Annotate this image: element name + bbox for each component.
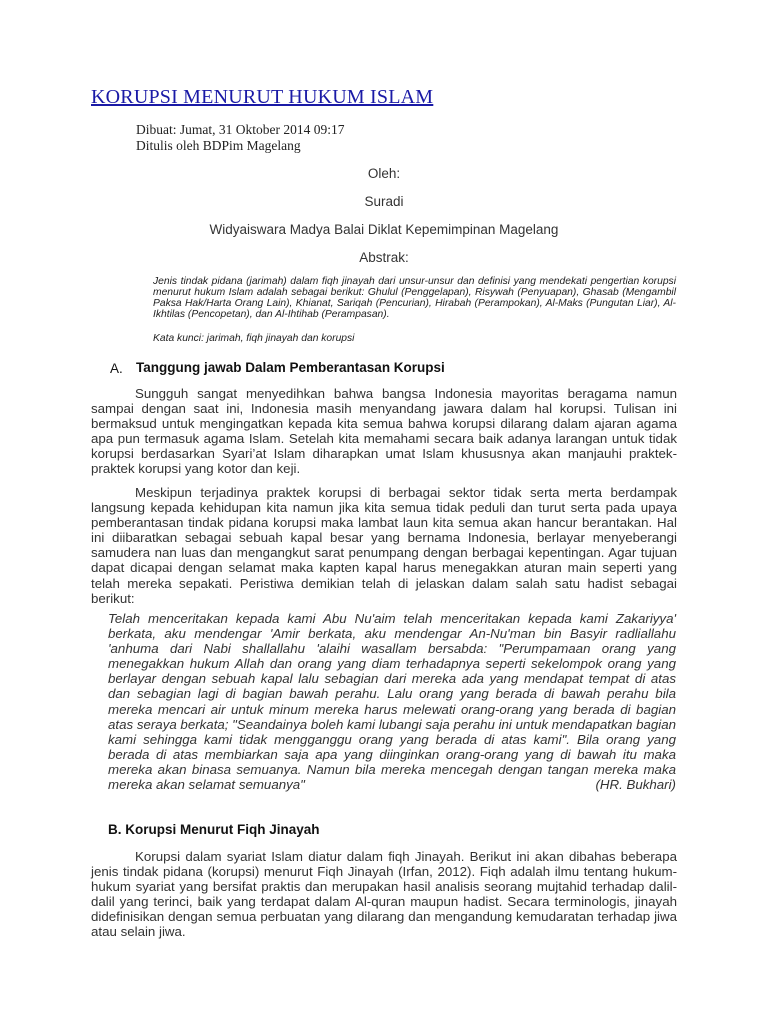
section-a-marker: A. (110, 361, 123, 376)
author-name: Suradi (364, 194, 404, 209)
section-a-paragraph-1: Sungguh sangat menyedihkan bahwa bangsa Indonesia mayoritas beragama namun sampai dengan saat ini, Indonesia masih menyandang jawara dalam hal korupsi. Tulisan ini bermaksud untuk mengingatkan kepada kita semua bahwa korupsi dilarang dalam ajaran agama apa pun termasuk agama Islam. Setelah kita memahami secara baik adanya larangan untuk tidak korupsi berdasarkan Syari’at Islam diharapkan umat Islam khususnya akan manjauhi praktek-praktek korupsi yang kotor dan keji. (91, 386, 677, 477)
section-b-heading: B. Korupsi Menurut Fiqh Jinayah (108, 822, 320, 837)
section-b-paragraph-1: Korupsi dalam syariat Islam diatur dalam fiqh Jinayah. Berikut ini akan dibahas beberapa jenis tindak pidana (korupsi) menurut Fiqh Jinayah (Irfan, 2012). Fiqh adalah ilmu tentang hukum-hukum syariat yang bersifat praktis dan merupakan hasil analisis seorang mujtahid terhadap dalil-dalil yang terinci, baik yang terdapat dalam Al-quran maupun hadist. Secara terminologis, jinayah didefinisikan dengan semua perbuatan yang dilarang dan mengandung kemudaratan terhadap jiwa atau selain jiwa. (91, 849, 677, 940)
section-a-heading: Tanggung jawab Dalam Pemberantasan Korupsi (136, 360, 445, 375)
document-title[interactable]: KORUPSI MENURUT HUKUM ISLAM (91, 86, 434, 108)
abstract-label: Abstrak: (359, 250, 409, 265)
keywords: Kata kunci: jarimah, fiqh jinayah dan korupsi (153, 333, 355, 344)
hadith-citation: (HR. Bukhari) (595, 777, 676, 793)
author-position: Widyaiswara Madya Balai Diklat Kepemimpinan Magelang (209, 222, 559, 237)
section-a-paragraph-2: Meskipun terjadinya praktek korupsi di berbagai sektor tidak serta merta berdampak langsung kepada kehidupan kita namun jika kita semua tidak peduli dan turut serta pada upaya pemberantasan tindak pidana korupsi maka lambat laun kita semua akan hancur berantakan. Hal ini diibaratkan sebagai sebuah kapal besar yang bernama Indonesia, berlayar menyeberangi samudera nan luas dan mengangkut sarat penumpang dengan berbagai kepentingan. Agar tujuan dapat dicapai dengan selamat maka kapten kapal harus menegakkan aturan main seperti yang telah mereka sepakati. Peristiwa demikian telah di jelaskan dalam salah satu hadist sebagai berikut: (91, 485, 677, 606)
author-line: Ditulis oleh BDPim Magelang (136, 138, 301, 153)
created-date: Dibuat: Jumat, 31 Oktober 2014 09:17 (136, 122, 345, 137)
hadith-quote (108, 611, 676, 792)
by-label: Oleh: (367, 166, 401, 181)
abstract-text: Jenis tindak pidana (jarimah) dalam fiqh jinayah dari unsur-unsur dan definisi yang mendekati pengertian korupsi menurut hukum Islam adalah sebagai berikut: Ghulul (Penggelapan), Risywah (Penyuapan), Ghasab (Mengambil Paksa Hak/Harta Orang Lain), Khianat, Sariqah (Pencurian), Hirabah (Perampokan), Al-Maks (Pungutan Liar), Al-Ikhtilas (Pencopetan), dan Al-Ihtihab (Perampasan). (153, 276, 676, 320)
hadith-quote-text: Telah menceritakan kepada kami Abu Nu'aim telah menceritakan kepada kami Zakariyya' berkata, aku mendengar 'Amir berkata, aku mendengar An-Nu'man bin Basyir radliallahu 'anhuma dari Nabi shallallahu 'alaihi wasallam bersabda: "Perumpamaan orang yang menegakkan hukum Allah dan orang yang diam terhadapnya seperti sekelompok orang yang berlayar dengan sebuah kapal lalu sebagian dari mereka ada yang mendapat tempat di atas dan sebagian lagi di bagian bawah perahu. Lalu orang yang berada di bawah perahu bila mereka mencari air untuk minum mereka harus melewati orang-orang yang berada di bagian atas seraya berkata; "Seandainya boleh kami lubangi saja perahu ini untuk mendapatkan bagian kami sehingga kami tidak mengganggu orang yang berada di atas kami". Bila orang yang berada di atas membiarkan saja apa yang diinginkan orang-orang yang di bawah itu maka mereka akan binasa semuanya. Namun bila mereka mencegah dengan tangan mereka maka mereka akan selamat semuanya" (108, 611, 677, 793)
